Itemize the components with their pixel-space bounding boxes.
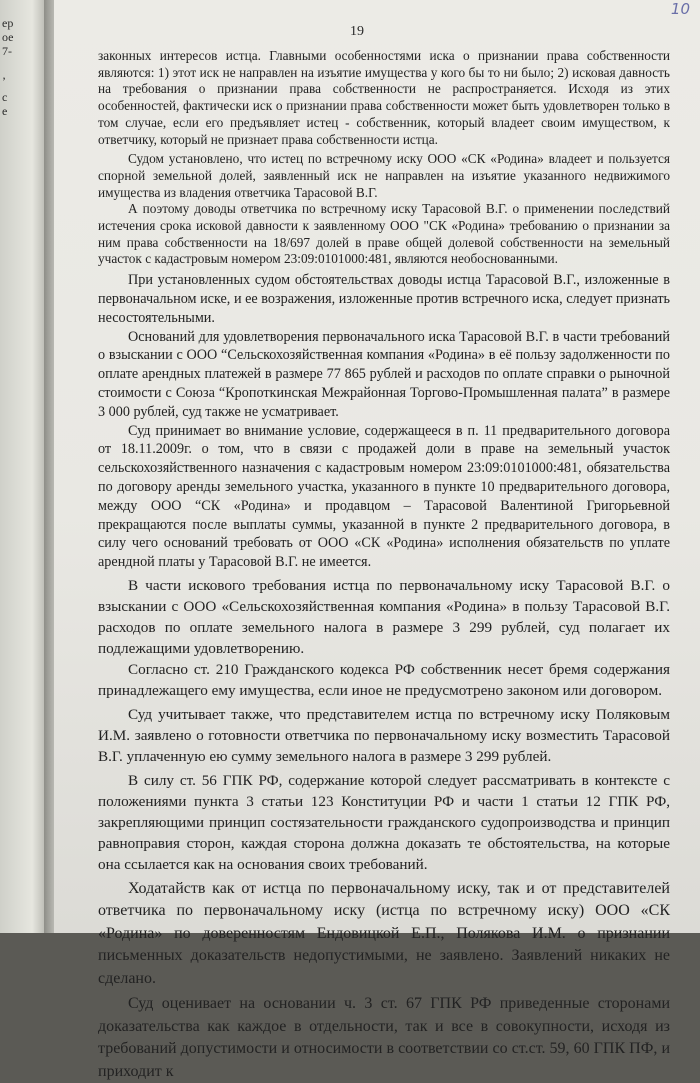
- margin-fragment: ер: [2, 16, 14, 30]
- paragraph: При установленных судом обстоятельствах доводы истца Тарасовой В.Г., изложенные в первоначальном иске, и ее возражения, изложенные против встречного иска, следует признать несостоятельными.: [98, 272, 670, 326]
- adjacent-page-edge: [0, 0, 46, 933]
- margin-fragment: ое: [2, 30, 14, 44]
- margin-fragment: 7-: [2, 44, 12, 58]
- paragraph: Оснований для удовлетворения первоначального иска Тарасовой В.Г. в части требований о взыскании с ООО “Сельскохозяйственная компания «Родина» в её пользу задолженности по оплате арендных платежей в размере 77 865 рублей и расходов по оплате справки о рыночной стоимости с Союза “Кропоткинская Межрайонная Торгово-Промышленная палата” в размере 3 000 рублей, суд также не усматривает.: [98, 328, 670, 420]
- paragraph: Ходатайств как от истца по первоначальному иску, так и от представителей ответчика по первоначальному иску (истца по встречному иску) ООО «СК «Родина» по доверенностям Ендовицкой Е.П., Полякова И.М. о признании письменных доказательств недопустимыми, не заявлено. Заявлений никаких не сделано.: [98, 879, 670, 987]
- paragraph: А поэтому доводы ответчика по встречному иску Тарасовой В.Г. о применении последствий истечения срока исковой давности к заявленному ООО "СК «Родина» требованию о признании за ним права собственности на 18/697 долей в праве общей долевой собственности на земельный участок с кадастровым номером 23:09:0101000:481, являются необоснованными.: [98, 201, 670, 267]
- margin-fragment: с: [2, 90, 8, 104]
- document-body: [98, 48, 670, 1083]
- document-page: [54, 0, 700, 1080]
- paragraph: Судом установлено, что истец по встречному иску ООО «СК «Родина» владеет и пользуется спорной земельной долей, заявленный иск не направлен на изъятие указанного недвижимого имущества из владения ответчика Тарасовой В.Г.: [98, 151, 670, 200]
- handwritten-page-mark: 10: [670, 0, 690, 18]
- paragraph: Суд оценивает на основании ч. 3 ст. 67 ГПК РФ приведенные сторонами доказательства как каждое в отдельности, так и все в совокупности, исходя из требований допустимости и относимости в соответствии со ст.ст. 59, 60 ГПК ПФ, и приходит к: [98, 995, 670, 1080]
- margin-fragment: е: [2, 104, 8, 118]
- paragraph: Согласно ст. 210 Гражданского кодекса РФ собственник несет бремя содержания принадлежащего ему имущества, если иное не предусмотрено законом или договором.: [98, 660, 670, 699]
- paragraph: В части искового требования истца по первоначальному иску Тарасовой В.Г. о взыскании с ООО «Сельскохозяйственная компания «Родина» в пользу Тарасовой В.Г. расходов по оплате земельного налога в размере 3 299 рублей, суд полагает их подлежащими удовлетворению.: [98, 576, 670, 657]
- paragraph: Суд принимает во внимание условие, содержащееся в п. 11 предварительного договора от 18.11.2009г. о том, что в связи с продажей доли в праве на земельный участок сельскохозяйственного назначения с кадастровым номером 23:09:0101000:481, обязательства по договору аренды земельного участка, указанного в пункте 10 предварительного договора, между ООО “СК «Родина» и продавцом – Тарасовой Валентиной Григорьевной прекращаются после выплаты суммы, указанной в пункте 2 предварительного договора, в силу чего оснований требовать от ООО «СК «Родина» исполнения обязательств по уплате арендной платы у Тарасовой В.Г. не имеется.: [98, 422, 670, 571]
- paragraph: В силу ст. 56 ГПК РФ, содержание которой следует рассматривать в контексте с положениями пункта 3 статьи 123 Конституции РФ и части 1 статьи 12 ГПК РФ, закрепляющими принцип состязательности гражданского судопроизводства и принцип равноправия сторон, каждая сторона должна доказать те обстоятельства, на которые она ссылается как на основания своих требований.: [98, 771, 670, 873]
- page-number: 19: [350, 24, 364, 39]
- paragraph: законных интересов истца. Главными особенностями иска о признании права собственности являются: 1) этот иск не направлен на изъятие имущества у кого бы то ни было; 2) исковая давность на требования о признании права собственности не распространяется. Исходя из этих особенностей, фактически иск о признании права собственности может быть удовлетворен только в том случае, если его предъявляет истец - собственник, который владеет своим имуществом, к ответчику, который не признает права собственности истца.: [98, 48, 670, 147]
- margin-fragment: ’: [2, 74, 6, 88]
- paragraph: Суд учитывает также, что представителем истца по встречному иску Поляковым И.М. заявлено о готовности ответчика по первоначальному иску возместить Тарасовой В.Г. уплаченную ею сумму земельного налога в размере 3 299 рублей.: [98, 705, 670, 765]
